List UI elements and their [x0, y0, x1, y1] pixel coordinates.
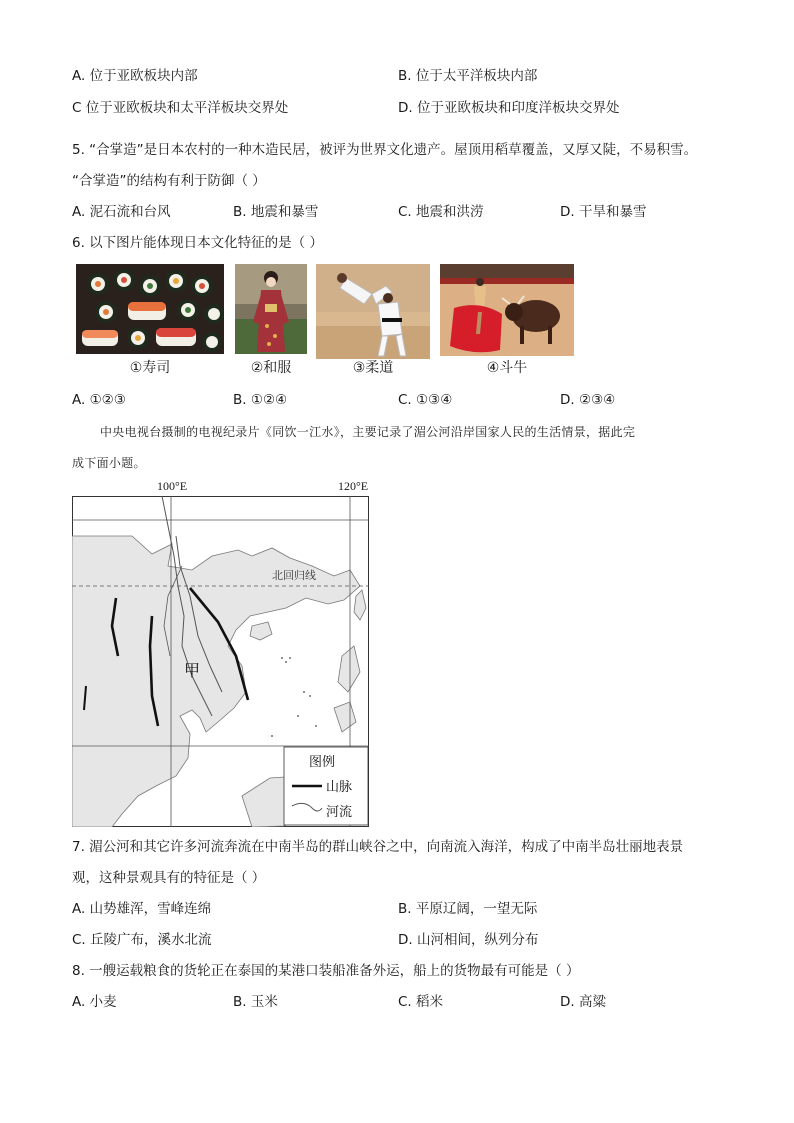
q4-option-b: B. 位于太平洋板块内部 [398, 68, 538, 84]
q8-option-a: A. 小麦 [72, 994, 117, 1010]
q5-option-b: B. 地震和暴雪 [233, 204, 319, 220]
q4-option-c: C 位于亚欧板块和太平洋板块交界处 [72, 100, 289, 116]
q4-option-d: D. 位于亚欧板块和印度洋板块交界处 [398, 100, 620, 116]
q5-option-d: D. 干旱和暴雪 [560, 204, 647, 220]
q8-option-c: C. 稻米 [398, 994, 444, 1010]
photo-caption-bullfight: ④斗牛 [486, 360, 528, 376]
kimono-photo [235, 264, 307, 354]
map-legend-river: 河流 [326, 805, 353, 820]
photo-caption-judo: ③柔道 [352, 360, 394, 376]
q6-option-d: D. ②③④ [560, 392, 616, 408]
q7-option-b: B. 平原辽阔，一望无际 [398, 901, 538, 917]
bullfight-photo [440, 264, 574, 356]
passage-line1: 中央电视台摄制的电视纪录片《同饮一江水》，主要记录了湄公河沿岸国家人民的生活情景，据此完 [100, 425, 636, 439]
q8-option-b: B. 玉米 [233, 994, 278, 1010]
q8-stem: 8. 一艘运载粮食的货轮正在泰国的某港口装船准备外运，船上的货物最有可能是（ ） [72, 963, 580, 979]
judo-photo [316, 264, 430, 359]
q7-option-c: C. 丘陵广布，溪水北流 [72, 932, 212, 948]
map-tropic-label: 北回归线 [272, 569, 316, 582]
q8-option-d: D. 高粱 [560, 994, 606, 1010]
photo-caption-sushi: ①寿司 [129, 360, 171, 376]
photo-caption-kimono: ②和服 [250, 360, 292, 376]
q6-stem: 6. 以下图片能体现日本文化特征的是（ ） [72, 235, 323, 251]
sushi-photo [76, 264, 224, 354]
map-lon-label-100e: 100°E [157, 479, 188, 493]
q5-option-c: C. 地震和洪涝 [398, 204, 484, 220]
q5-stem-line1: 5. “合掌造”是日本农村的一种木造民居，被评为世界文化遗产。屋顶用稻草覆盖，又厚又陡，不易积雪。 [72, 142, 698, 158]
q6-option-c: C. ①③④ [398, 392, 453, 408]
q6-option-a: A. ①②③ [72, 392, 126, 408]
q4-option-a: A. 位于亚欧板块内部 [72, 68, 198, 84]
map-legend-mountain: 山脉 [326, 780, 353, 795]
map-lon-label-120e: 120°E [338, 479, 369, 493]
q7-option-d: D. 山河相间，纵列分布 [398, 932, 539, 948]
q6-option-b: B. ①②④ [233, 392, 288, 408]
passage-line2: 成下面小题。 [72, 456, 146, 470]
q5-option-a: A. 泥石流和台风 [72, 204, 171, 220]
q7-option-a: A. 山势雄浑，雪峰连绵 [72, 901, 212, 917]
q5-stem-line2: “合掌造”的结构有利于防御（ ） [72, 173, 266, 189]
map-region-label: 甲 [184, 661, 201, 680]
q7-stem-line2: 观，这种景观具有的特征是（ ） [72, 870, 266, 886]
map-legend-title: 图例 [309, 755, 336, 770]
q7-stem-line1: 7. 湄公河和其它许多河流奔流在中南半岛的群山峡谷之中，向南流入海洋，构成了中南半岛壮丽地表景 [72, 839, 684, 855]
indochina-map [72, 496, 369, 827]
